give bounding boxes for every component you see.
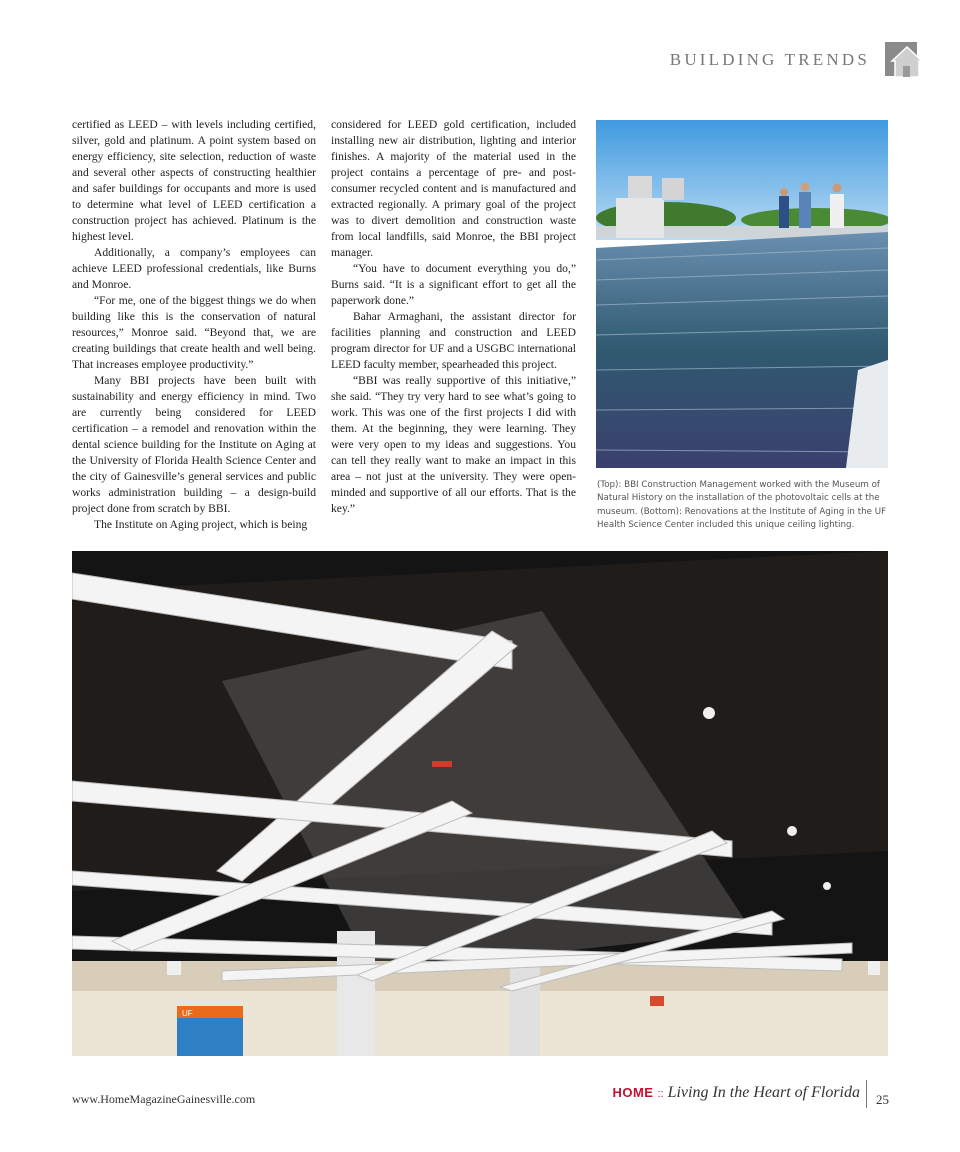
paragraph: Additionally, a company’s employees can achieve LEED professional credentials, like Burns and Monroe.: [72, 246, 316, 291]
house-icon: [882, 39, 924, 81]
ceiling-lighting-photo: [72, 551, 888, 1056]
paragraph: “BBI was really supportive of this initiative,” she said. “They try very hard to see what’s going to work. This was one of the first projects I did with them. At the beginning, they were learning. They were very open to my ideas and suggestions. You can tell they really want to make an impact in this area – not just at the university. They were open-minded and supportive of all our efforts. That is the key.”: [331, 374, 576, 515]
page-header: [670, 38, 924, 82]
footer-divider: [866, 1080, 867, 1108]
article-column-2: [331, 117, 576, 517]
paragraph: “For me, one of the biggest things we do when building like this is the conservation of natural resources,” Monroe said. “Beyond that, we are creating buildings that create health and well being. That increases employee productivity.”: [72, 294, 316, 371]
paragraph: Bahar Armaghani, the assistant director for facilities planning and construction and LEED program director for UF and a USGBC international LEED faculty member, spearheaded this project.: [331, 310, 576, 371]
section-title: BUILDING TRENDS: [669, 50, 870, 69]
paragraph: Many BBI projects have been built with sustainability and energy efficiency in mind. Two are currently being considered for LEED certification – a remodel and renovation within the dental science building for the Institute on Aging at the University of Florida Health Science Center and the city of Gainesville’s general services and public works administration building – a design-build project done from scratch by BBI.: [72, 374, 316, 515]
footer-url: www.HomeMagazineGainesville.com: [72, 1092, 256, 1106]
solar-roof-photo: [596, 120, 888, 468]
footer-brand: [612, 1084, 860, 1102]
paragraph: The Institute on Aging project, which is being: [94, 518, 308, 531]
paragraph: considered for LEED gold certification, included installing new air distribution, lighting and interior finishes. A majority of the material used in the project contains a percentage of pre- and post-consumer recycled content and is manufactured and extracted regionally. A primary goal of the project was to divert demolition and construction waste from local landfills, said Monroe, the BBI project manager.: [331, 118, 576, 259]
brand-tagline: Living In the Heart of Florida: [667, 1084, 860, 1101]
paragraph: “You have to document everything you do,” Burns said. “It is a significant effort to get all the paperwork done.”: [331, 262, 576, 307]
photo-caption: (Top): BBI Construction Management worked with the Museum of Natural History on the installation of the photovoltaic cells at the museum. (Bottom): Renovations at the Institute of Aging in the UF Health Science Center included this unique ceiling lighting.: [597, 480, 887, 531]
brand-home: HOME: [612, 1085, 654, 1100]
brand-separator: ::: [657, 1088, 664, 1100]
paragraph: certified as LEED – with levels including certified, silver, gold and platinum. A point system based on energy efficiency, site selection, reduction of waste and several other aspects of constructing healthier and safer buildings for occupants and more is used to determine what level of LEED certification a construction project has achieved. Platinum is the highest level.: [72, 118, 316, 243]
article-column-1: [72, 117, 316, 533]
page-number: 25: [876, 1092, 889, 1107]
sign-label: UF: [182, 1009, 193, 1018]
